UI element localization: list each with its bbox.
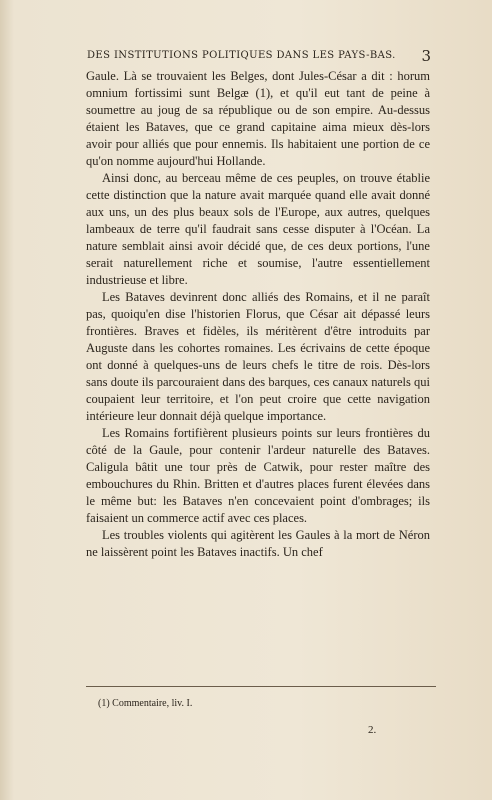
running-title: DES INSTITUTIONS POLITIQUES DANS LES PAYS-BAS.: [87, 50, 396, 61]
page-number: 3: [421, 47, 431, 65]
paragraph: Ainsi donc, au berceau même de ces peuples, on trouve établie cette distinction que la nature avait marquée quand elle avait donné aux uns, un des plus beaux sols de l'Europe, aux autres, quelques lambeaux de terre qu'il faudrait sans cesse disputer à l'Océan. La nature semblait ainsi avoir décidé que, de ces deux portions, l'une serait naturellement riche et soumise, l'autre essentiellement industrieuse et libre.: [86, 171, 430, 287]
running-header: [87, 47, 431, 65]
footnote: (1) Commentaire, liv. I.: [98, 698, 193, 709]
paragraph: Gaule. Là se trouvaient les Belges, dont Jules-César a dit : horum omnium fortissimi sunt Belgæ (1), et qu'il eut tant de peine à soumettre au joug de sa république ou de son empire. Au-dessus étaient les Bataves, que ce grand capitaine aima mieux dès-lors avoir pour alliés que pour ennemis. Ils habitaient une portion de ce qu'on nomme aujourd'hui Hollande.: [86, 69, 430, 168]
signature-mark: 2.: [368, 724, 377, 736]
paragraph: Les Bataves devinrent donc alliés des Romains, et il ne paraît pas, quoiqu'en dise l'historien Florus, que César ait dépassé leurs frontières. Braves et fidèles, ils méritèrent d'être introduits par Auguste dans les cohortes romaines. Les écrivains de cette époque ont donné à quelques-uns de leurs chefs le titre de rois. Dès-lors sans doute ils parcouraient dans des barques, ces canaux naturels qui coupaient leur territoire, et l'on peut croire que cette navigation intérieure leur donnait déjà quelque importance.: [86, 290, 430, 423]
paragraph: Les troubles violents qui agitèrent les Gaules à la mort de Néron ne laissèrent point les Bataves inactifs. Un chef: [86, 528, 430, 559]
body-text: [86, 68, 430, 561]
footnote-rule: [86, 686, 436, 687]
paragraph: Les Romains fortifièrent plusieurs points sur leurs frontières du côté de la Gaule, pour contenir l'ardeur naturelle des Bataves. Caligula bâtit une tour près de Catwik, pour rester maître des embouchures du Rhin. Britten et d'autres places furent élevées dans le même but: les Bataves n'en concevaient point d'ombrages; ils faisaient un commerce actif avec ces places.: [86, 426, 430, 525]
